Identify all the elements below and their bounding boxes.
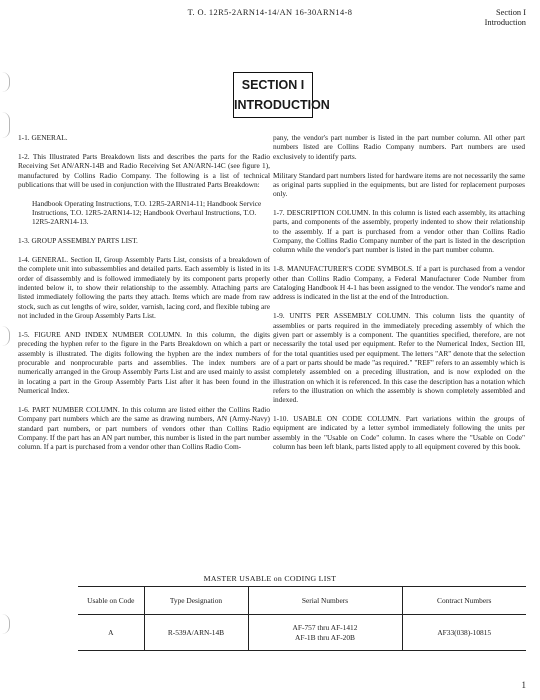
section-title-line2: INTRODUCTION xyxy=(234,98,330,112)
paragraph: 1-2. This Illustrated Parts Breakdown lists and describes the parts for the Radio Receiving Set AN/ARN-14B and Radio Receiving Set AN/ARN-14C (see figure 1), manufactured by Collins Radio Company. The following is a list of technical publications that will be used in conjunction with the Illustrated Parts Breakdown: xyxy=(18,151,270,189)
paragraph: 1-7. DESCRIPTION COLUMN. In this column is listed each assembly, its attaching parts, and components of the assembly, properly indented to show their relationship to the assembly. If a part is purchased from a vendor other than Collins Radio Company, the Collins Radio Company number of the part is listed in the description column while the vendor's part number is listed in the part number column. xyxy=(273,208,525,255)
margin-mark-middle xyxy=(2,326,10,346)
serial-range-2: AF-1B thru AF-20B xyxy=(295,632,355,642)
section-title-box xyxy=(233,72,330,118)
section-title-line1: SECTION I xyxy=(241,78,305,92)
section-label: Section I xyxy=(495,8,526,17)
cell-contract: AF33(038)-10815 xyxy=(402,615,526,651)
paragraph: 1-5. FIGURE AND INDEX NUMBER COLUMN. In this column, the digits preceding the hyphen refer to the figure in the Parts Breakdown on which a part or assembly is illustrated. The digits following the hyphen are the index numbers of procurable and nonprocurable parts and assemblies. The index numbers are numerically arranged in the Group Assembly Parts List and are used mainly to assist in locating a part in the Group Assembly Parts List after it has been found in the Numerical Index. xyxy=(18,330,270,396)
paragraph: 1-10. USABLE ON CODE COLUMN. Part variations within the groups of equipment are indicated by a letter symbol immediately following the units per assembly in the "Usable on Code" column. In cases where the "Usable on Code" column has been left blank, parts listed apply to all equipment covered by this book. xyxy=(273,414,525,452)
margin-mark-top xyxy=(2,72,10,92)
table-header-row xyxy=(78,587,526,615)
column-header-contract-numbers: Contract Numbers xyxy=(402,587,526,615)
right-column xyxy=(273,133,525,461)
paragraph: 1-9. UNITS PER ASSEMBLY COLUMN. This column lists the quantity of assemblies or parts required in the immediately preceding assembly of which the given part or assembly is a component. The quantities specified, therefore, are not necessarily the total used per equipment. Refer to the Numerical Index, Section III, for the total quantities used per equipment. The letters "AR" denote that the selection of a part or parts should be made "as required." "REF" refers to an assembly which is completely assembled on a preceding illustration, and is now exploded on the illustration on which it is referenced. In this case the description has a notation which refers to the illustration on which the assembly is shown completely assembled and indexed. xyxy=(273,311,525,405)
paragraph: pany, the vendor's part number is listed in the part number column. All other part numbers listed are Collins Radio Company numbers. Part numbers are used exclusively to identify parts. xyxy=(273,133,525,161)
column-header-type-designation: Type Designation xyxy=(144,587,248,615)
paragraph: Military Standard part numbers listed for hardware items are not necessarily the same as original parts supplied in the equipments, but are listed for replacement purposes only. xyxy=(273,170,525,199)
paragraph: 1-3. GROUP ASSEMBLY PARTS LIST. xyxy=(18,236,138,246)
paragraph: 1-6. PART NUMBER COLUMN. In this column are listed either the Collins Radio Company part numbers which are the same as drawing numbers, AN (Army-Navy) standard part numbers, or part numbers of vendors other than Collins Radio Company. If the part has an AN part number, this number is listed in the part number column. If a part is purchased from a vendor other than Collins Radio Com- xyxy=(18,404,270,452)
document-number: T. O. 12R5-2ARN14-14/AN 16-30ARN14-8 xyxy=(187,8,353,17)
section-title-label: Introduction xyxy=(484,18,526,27)
paragraph: 1-8. MANUFACTURER'S CODE SYMBOLS. If a part is purchased from a vendor other than Collins Radio Company, a Federal Manufacturer Code Number from Cataloging Handbook H 4-1 has been assigned to the vendor. The vendor's name and address is indicated in the list at the end of the Introduction. xyxy=(273,264,525,302)
serial-range-1: AF-757 thru AF-1412 xyxy=(292,622,358,632)
cell-type: R-539A/ARN-14B xyxy=(144,615,248,651)
column-header-serial-numbers: Serial Numbers xyxy=(248,587,402,615)
paragraph: 1-1. GENERAL. xyxy=(18,133,68,142)
master-list-title: MASTER USABLE on CODING LIST xyxy=(203,574,337,583)
table-row xyxy=(78,615,526,651)
cell-serial-numbers xyxy=(248,615,402,651)
paragraph-publications: Handbook Operating Instructions, T.O. 12R5-2ARN14-11; Handbook Service Instructions, T.O. 12R5-2ARN14-12; Handbook Overhaul Instructions, T.O. 12R5-2ARN14-13. xyxy=(32,198,262,227)
column-header-usable-on-code: Usable on Code xyxy=(78,587,144,615)
section-header xyxy=(485,8,526,28)
left-column xyxy=(18,133,270,461)
page-number: 1 xyxy=(521,680,526,690)
master-usable-coding-table xyxy=(78,586,526,651)
paragraph: 1-4. GENERAL. Section II, Group Assembly Parts List, consists of a breakdown of the complete unit into subassemblies and detailed parts. Each assembly is listed in its order of disassembly and is followed immediately by its component parts properly indented below it, to show their relationship to the assembly. Attaching parts are listed immediately following the parts they attach. Items which are made from raw stock, such as cut lengths of wire, solder, varnish, lacing cord, and flexible tubing are not included in the Group Assembly Parts List. xyxy=(18,255,270,321)
cell-code: A xyxy=(78,615,144,651)
margin-mark-upper xyxy=(2,112,10,138)
margin-mark-bottom xyxy=(2,614,10,634)
